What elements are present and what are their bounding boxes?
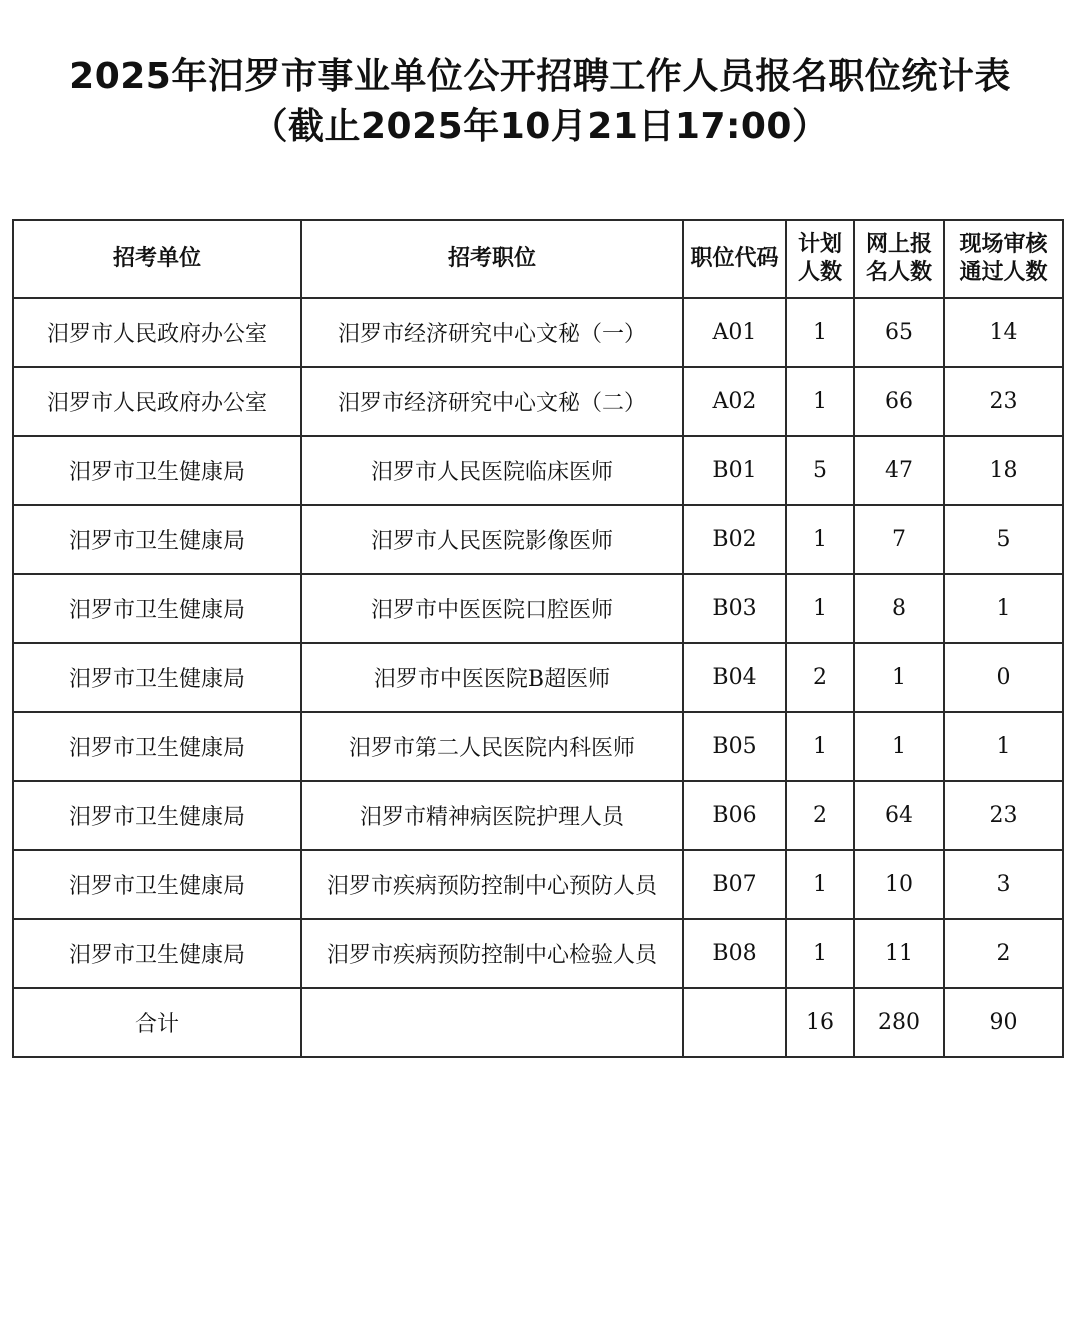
table-row bbox=[13, 436, 1063, 505]
table-row bbox=[13, 712, 1063, 781]
table-row bbox=[13, 643, 1063, 712]
cell-position: 汨罗市人民医院临床医师 bbox=[301, 436, 683, 505]
table-row bbox=[13, 919, 1063, 988]
cell-passed: 23 bbox=[944, 367, 1063, 436]
cell-passed: 2 bbox=[944, 919, 1063, 988]
total-passed: 90 bbox=[944, 988, 1063, 1057]
cell-code: B02 bbox=[683, 505, 786, 574]
cell-unit: 汨罗市卫生健康局 bbox=[13, 643, 301, 712]
cell-code: A01 bbox=[683, 298, 786, 367]
table-row bbox=[13, 505, 1063, 574]
cell-unit: 汨罗市卫生健康局 bbox=[13, 919, 301, 988]
cell-online: 10 bbox=[854, 850, 944, 919]
cell-code: B08 bbox=[683, 919, 786, 988]
cell-plan: 2 bbox=[786, 781, 854, 850]
cell-unit: 汨罗市卫生健康局 bbox=[13, 781, 301, 850]
cell-plan: 1 bbox=[786, 574, 854, 643]
cell-code: A02 bbox=[683, 367, 786, 436]
total-plan: 16 bbox=[786, 988, 854, 1057]
cell-plan: 1 bbox=[786, 712, 854, 781]
header-passed bbox=[944, 220, 1063, 298]
cell-passed: 0 bbox=[944, 643, 1063, 712]
cell-passed: 3 bbox=[944, 850, 1063, 919]
cell-passed: 14 bbox=[944, 298, 1063, 367]
cell-plan: 5 bbox=[786, 436, 854, 505]
cell-code: B04 bbox=[683, 643, 786, 712]
cell-code: B03 bbox=[683, 574, 786, 643]
cell-position: 汨罗市第二人民医院内科医师 bbox=[301, 712, 683, 781]
header-plan-line-1: 计划 bbox=[797, 232, 842, 257]
cell-passed: 1 bbox=[944, 574, 1063, 643]
table-row bbox=[13, 781, 1063, 850]
total-row bbox=[13, 988, 1063, 1057]
cell-passed: 5 bbox=[944, 505, 1063, 574]
cell-unit: 汨罗市卫生健康局 bbox=[13, 712, 301, 781]
cell-position: 汨罗市疾病预防控制中心预防人员 bbox=[301, 850, 683, 919]
cell-plan: 2 bbox=[786, 643, 854, 712]
cell-plan: 1 bbox=[786, 367, 854, 436]
cell-code: B07 bbox=[683, 850, 786, 919]
cell-position: 汨罗市精神病医院护理人员 bbox=[301, 781, 683, 850]
cell-position: 汨罗市疾病预防控制中心检验人员 bbox=[301, 919, 683, 988]
cell-code: B05 bbox=[683, 712, 786, 781]
cell-online: 7 bbox=[854, 505, 944, 574]
cell-unit: 汨罗市人民政府办公室 bbox=[13, 298, 301, 367]
cell-position: 汨罗市中医医院B超医师 bbox=[301, 643, 683, 712]
cell-plan: 1 bbox=[786, 850, 854, 919]
table-row bbox=[13, 850, 1063, 919]
cell-unit: 汨罗市卫生健康局 bbox=[13, 850, 301, 919]
cell-position: 汨罗市中医医院口腔医师 bbox=[301, 574, 683, 643]
cell-code: B01 bbox=[683, 436, 786, 505]
cell-online: 65 bbox=[854, 298, 944, 367]
cell-unit: 汨罗市人民政府办公室 bbox=[13, 367, 301, 436]
cell-online: 64 bbox=[854, 781, 944, 850]
cell-online: 11 bbox=[854, 919, 944, 988]
cell-position: 汨罗市经济研究中心文秘（一） bbox=[301, 298, 683, 367]
cell-position: 汨罗市经济研究中心文秘（二） bbox=[301, 367, 683, 436]
table-row bbox=[13, 574, 1063, 643]
cell-passed: 23 bbox=[944, 781, 1063, 850]
total-position bbox=[301, 988, 683, 1057]
cell-plan: 1 bbox=[786, 919, 854, 988]
cell-passed: 18 bbox=[944, 436, 1063, 505]
cell-unit: 汨罗市卫生健康局 bbox=[13, 505, 301, 574]
cell-unit: 汨罗市卫生健康局 bbox=[13, 574, 301, 643]
header-position: 招考职位 bbox=[301, 220, 683, 298]
recruitment-stats-table bbox=[12, 219, 1064, 1058]
cell-unit: 汨罗市卫生健康局 bbox=[13, 436, 301, 505]
title-line-2: （截止2025年10月21日17:00） bbox=[251, 106, 829, 147]
header-plan-line-2: 人数 bbox=[797, 260, 842, 285]
cell-code: B06 bbox=[683, 781, 786, 850]
header-online bbox=[854, 220, 944, 298]
total-label: 合计 bbox=[13, 988, 301, 1057]
cell-online: 47 bbox=[854, 436, 944, 505]
cell-plan: 1 bbox=[786, 505, 854, 574]
header-code: 职位代码 bbox=[683, 220, 786, 298]
cell-online: 66 bbox=[854, 367, 944, 436]
table-row bbox=[13, 298, 1063, 367]
header-online-line-1: 网上报 bbox=[865, 232, 932, 257]
total-online: 280 bbox=[854, 988, 944, 1057]
table-row bbox=[13, 367, 1063, 436]
title-line-1: 2025年汨罗市事业单位公开招聘工作人员报名职位统计表 bbox=[69, 56, 1011, 97]
total-code bbox=[683, 988, 786, 1057]
cell-passed: 1 bbox=[944, 712, 1063, 781]
cell-online: 8 bbox=[854, 574, 944, 643]
header-plan bbox=[786, 220, 854, 298]
header-row bbox=[13, 220, 1063, 298]
document-title bbox=[0, 52, 1080, 152]
header-unit: 招考单位 bbox=[13, 220, 301, 298]
header-passed-line-1: 现场审核 bbox=[959, 232, 1048, 257]
cell-online: 1 bbox=[854, 712, 944, 781]
header-passed-line-2: 通过人数 bbox=[959, 260, 1048, 285]
header-online-line-2: 名人数 bbox=[865, 260, 932, 285]
cell-position: 汨罗市人民医院影像医师 bbox=[301, 505, 683, 574]
cell-online: 1 bbox=[854, 643, 944, 712]
cell-plan: 1 bbox=[786, 298, 854, 367]
